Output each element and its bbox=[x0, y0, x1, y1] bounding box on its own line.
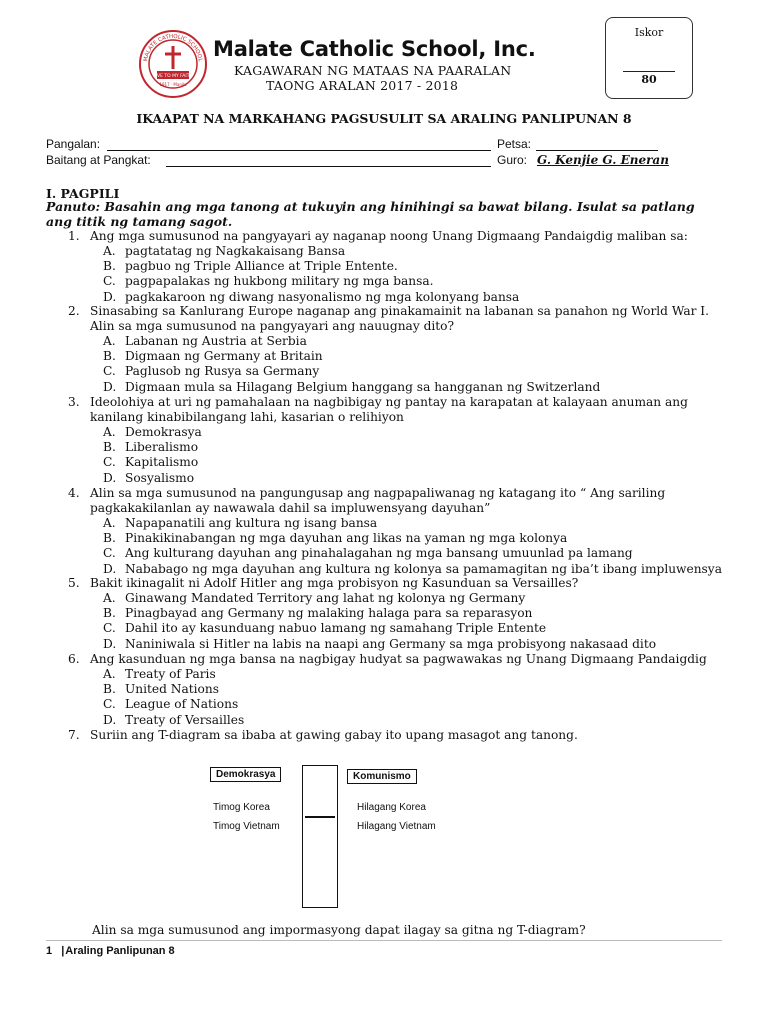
option-letter: D. bbox=[103, 561, 117, 576]
grade-label: Baitang at Pangkat: bbox=[46, 153, 151, 167]
option-item bbox=[68, 425, 723, 440]
option-text: Dahil ito ay kasunduang nabuo lamang ng samahang Triple Entente bbox=[125, 621, 547, 636]
option-text: Liberalismo bbox=[125, 440, 199, 455]
followup-question: Alin sa mga sumusunod ang impormasyong dapat ilagay sa gitna ng T-diagram? bbox=[92, 923, 586, 937]
svg-text:1917 · Manila: 1917 · Manila bbox=[159, 82, 187, 87]
question-5 bbox=[68, 576, 723, 652]
option-item bbox=[68, 440, 723, 455]
teacher-label: Guro: bbox=[497, 153, 528, 167]
option-item bbox=[68, 244, 723, 259]
option-letter: A. bbox=[103, 244, 116, 258]
option-text: Treaty of Paris bbox=[125, 667, 216, 681]
option-text: pagkakaroon ng diwang nasyonalismo ng mga kolonyang bansa bbox=[125, 289, 520, 304]
option-item bbox=[68, 290, 723, 305]
option-item bbox=[68, 471, 723, 486]
option-text: pagbuo ng Triple Alliance at Triple Entente. bbox=[125, 259, 398, 274]
question-3 bbox=[68, 395, 723, 486]
name-field[interactable] bbox=[107, 150, 491, 151]
svg-text:LIVE TO MY FAITH: LIVE TO MY FAITH bbox=[153, 74, 193, 79]
t-diagram-left-title: Demokrasya bbox=[210, 767, 281, 782]
exam-title: IKAAPAT NA MARKAHANG PAGSUSULIT SA ARALING PANLIPUNAN 8 bbox=[136, 111, 632, 126]
option-letter: A. bbox=[103, 591, 116, 605]
teacher-name: G. Kenjie G. Eneran bbox=[537, 153, 669, 167]
question-6 bbox=[68, 652, 723, 728]
option-item bbox=[68, 380, 723, 395]
option-text: Digmaan ng Germany at Britain bbox=[125, 349, 323, 364]
option-letter: A. bbox=[103, 516, 116, 530]
option-item bbox=[68, 562, 723, 577]
question-number: 6. bbox=[68, 652, 80, 666]
question-number: 3. bbox=[68, 395, 80, 409]
option-letter: A. bbox=[103, 334, 116, 348]
option-item bbox=[68, 621, 723, 636]
option-letter: B. bbox=[103, 531, 116, 546]
option-letter: B. bbox=[103, 440, 116, 455]
option-letter: D. bbox=[103, 470, 117, 485]
option-item bbox=[68, 637, 723, 652]
option-letter: D. bbox=[103, 636, 117, 651]
option-text: Pinagbayad ang Germany ng malaking halaga para sa reparasyon bbox=[125, 606, 533, 621]
question-number: 2. bbox=[68, 304, 80, 318]
option-text: Napapanatili ang kultura ng isang bansa bbox=[125, 516, 378, 530]
option-text: pagpapalakas ng hukbong military ng mga bansa. bbox=[125, 274, 434, 289]
option-text: United Nations bbox=[125, 682, 219, 697]
option-letter: D. bbox=[103, 379, 117, 394]
question-number: 1. bbox=[68, 229, 80, 243]
footer-divider bbox=[46, 940, 722, 941]
option-letter: A. bbox=[103, 425, 116, 439]
option-item bbox=[68, 259, 723, 274]
option-item bbox=[68, 591, 723, 606]
date-field[interactable] bbox=[536, 150, 658, 151]
option-item bbox=[68, 274, 723, 289]
option-item bbox=[68, 349, 723, 364]
t-diagram-left-item: Timog Korea bbox=[213, 802, 270, 813]
option-letter: B. bbox=[103, 606, 116, 621]
option-item bbox=[68, 531, 723, 546]
option-text: pagtatatag ng Nagkakaisang Bansa bbox=[125, 244, 346, 258]
option-letter: B. bbox=[103, 682, 116, 697]
footer-separator: | bbox=[61, 945, 65, 957]
score-box bbox=[605, 17, 693, 99]
question-text: Ang mga sumusunod na pangyayari ay naganap noong Unang Digmaang Pandaigdig maliban sa: bbox=[90, 229, 688, 243]
option-text: Ang kulturang dayuhan ang pinahalagahan ng mga bansang umuunlad pa lamang bbox=[125, 546, 633, 561]
option-letter: C. bbox=[103, 546, 116, 561]
question-4 bbox=[68, 486, 723, 577]
option-text: Ginawang Mandated Territory ang lahat ng kolonya ng Germany bbox=[125, 591, 526, 605]
department-name: KAGAWARAN NG MATAAS NA PAARALAN bbox=[234, 63, 512, 78]
option-item bbox=[68, 667, 723, 682]
t-diagram-right-item: Hilagang Korea bbox=[357, 802, 426, 813]
option-list bbox=[68, 516, 723, 577]
grade-field[interactable] bbox=[166, 166, 491, 167]
option-list bbox=[68, 591, 723, 652]
question-text: Alin sa mga sumusunod na pangungusap ang nagpapaliwanag ng katagang ito “ Ang sariling pagkakakilanlan ay nawawala dahil sa impluwensyang dayuhan” bbox=[90, 486, 666, 515]
option-text: Kapitalismo bbox=[125, 455, 199, 470]
question-number: 4. bbox=[68, 486, 80, 500]
option-letter: B. bbox=[103, 259, 116, 274]
option-text: Treaty of Versailles bbox=[125, 712, 245, 727]
option-letter: B. bbox=[103, 349, 116, 364]
option-list bbox=[68, 334, 723, 395]
option-list bbox=[68, 667, 723, 728]
question-number: 7. bbox=[68, 728, 80, 742]
t-diagram-center-column bbox=[302, 765, 338, 908]
option-text: Labanan ng Austria at Serbia bbox=[125, 334, 307, 348]
option-item bbox=[68, 697, 723, 712]
center-mark bbox=[305, 816, 335, 818]
option-text: Digmaan mula sa Hilagang Belgium hanggang sa hangganan ng Switzerland bbox=[125, 379, 601, 394]
school-year: TAONG ARALAN 2017 - 2018 bbox=[266, 78, 459, 93]
option-letter: C. bbox=[103, 274, 116, 289]
option-item bbox=[68, 682, 723, 697]
question-text: Ideolohiya at uri ng pamahalaan na nagbibigay ng pantay na karapatan at kalayaan anuman ang kanilang kinabibilangang lahi, kasarian o relihiyon bbox=[90, 395, 688, 424]
option-letter: C. bbox=[103, 621, 116, 636]
option-text: League of Nations bbox=[125, 697, 239, 712]
school-name: Malate Catholic School, Inc. bbox=[213, 37, 536, 61]
score-blank[interactable] bbox=[623, 71, 675, 72]
option-text: Paglusob ng Rusya sa Germany bbox=[125, 364, 320, 379]
option-text: Demokrasya bbox=[125, 425, 202, 439]
option-text: Naniniwala si Hitler na labis na naapi ang Germany sa mga probisyong nakasaad dito bbox=[125, 636, 657, 651]
option-letter: C. bbox=[103, 455, 116, 470]
option-item bbox=[68, 546, 723, 561]
option-letter: C. bbox=[103, 697, 116, 712]
question-7 bbox=[68, 728, 723, 743]
option-item bbox=[68, 455, 723, 470]
option-item bbox=[68, 334, 723, 349]
score-label: Iskor bbox=[634, 26, 664, 39]
question-text: Ang kasunduan ng mga bansa na nagbigay hudyat sa pagwawakas ng Unang Digmaang Pandaigdig bbox=[90, 652, 707, 666]
name-label: Pangalan: bbox=[46, 137, 101, 151]
section-heading: I. PAGPILI bbox=[46, 186, 120, 201]
date-label: Petsa: bbox=[497, 137, 532, 151]
question-2 bbox=[68, 304, 723, 395]
option-letter: A. bbox=[103, 667, 116, 681]
option-item bbox=[68, 713, 723, 728]
t-diagram-right-title: Komunismo bbox=[347, 769, 417, 784]
question-text: Sinasabing sa Kanlurang Europe naganap ang pinakamainit na labanan sa panahon ng World War I. Alin sa mga sumusunod na pangyayari ang nauugnay dito? bbox=[90, 304, 709, 333]
option-text: Pinakikinabangan ng mga dayuhan ang likas na yaman ng mga kolonya bbox=[125, 531, 568, 546]
directions: Panuto: Basahin ang mga tanong at tukuyin ang hinihingi sa bawat bilang. Isulat sa patlang ang titik ng tamang sagot. bbox=[46, 199, 695, 229]
question-number: 5. bbox=[68, 576, 80, 590]
question-text: Suriin ang T-diagram sa ibaba at gawing gabay ito upang masagot ang tanong. bbox=[90, 728, 578, 742]
footer-subject: Araling Panlipunan 8 bbox=[65, 945, 175, 957]
option-text: Sosyalismo bbox=[125, 470, 195, 485]
t-diagram bbox=[200, 762, 470, 912]
school-logo bbox=[138, 29, 208, 99]
option-letter: D. bbox=[103, 289, 117, 304]
option-list bbox=[68, 425, 723, 486]
option-list bbox=[68, 244, 723, 305]
question-1 bbox=[68, 229, 723, 305]
option-item bbox=[68, 364, 723, 379]
option-item bbox=[68, 606, 723, 621]
option-text: Nababago ng mga dayuhan ang kultura ng kolonya sa pamamagitan ng iba’t ibang impluwensya bbox=[125, 561, 722, 576]
score-total: 80 bbox=[641, 73, 657, 86]
t-diagram-right-item: Hilagang Vietnam bbox=[357, 821, 436, 832]
page-footer bbox=[46, 945, 175, 957]
option-item bbox=[68, 516, 723, 531]
svg-text:MALATE CATHOLIC SCHOOL: MALATE CATHOLIC SCHOOL bbox=[143, 33, 203, 63]
option-letter: C. bbox=[103, 364, 116, 379]
page-number: 1 bbox=[46, 945, 53, 957]
question-text: Bakit ikinagalit ni Adolf Hitler ang mga probisyon ng Kasunduan sa Versailles? bbox=[90, 576, 579, 590]
option-letter: D. bbox=[103, 712, 117, 727]
t-diagram-left-item: Timog Vietnam bbox=[213, 821, 280, 832]
